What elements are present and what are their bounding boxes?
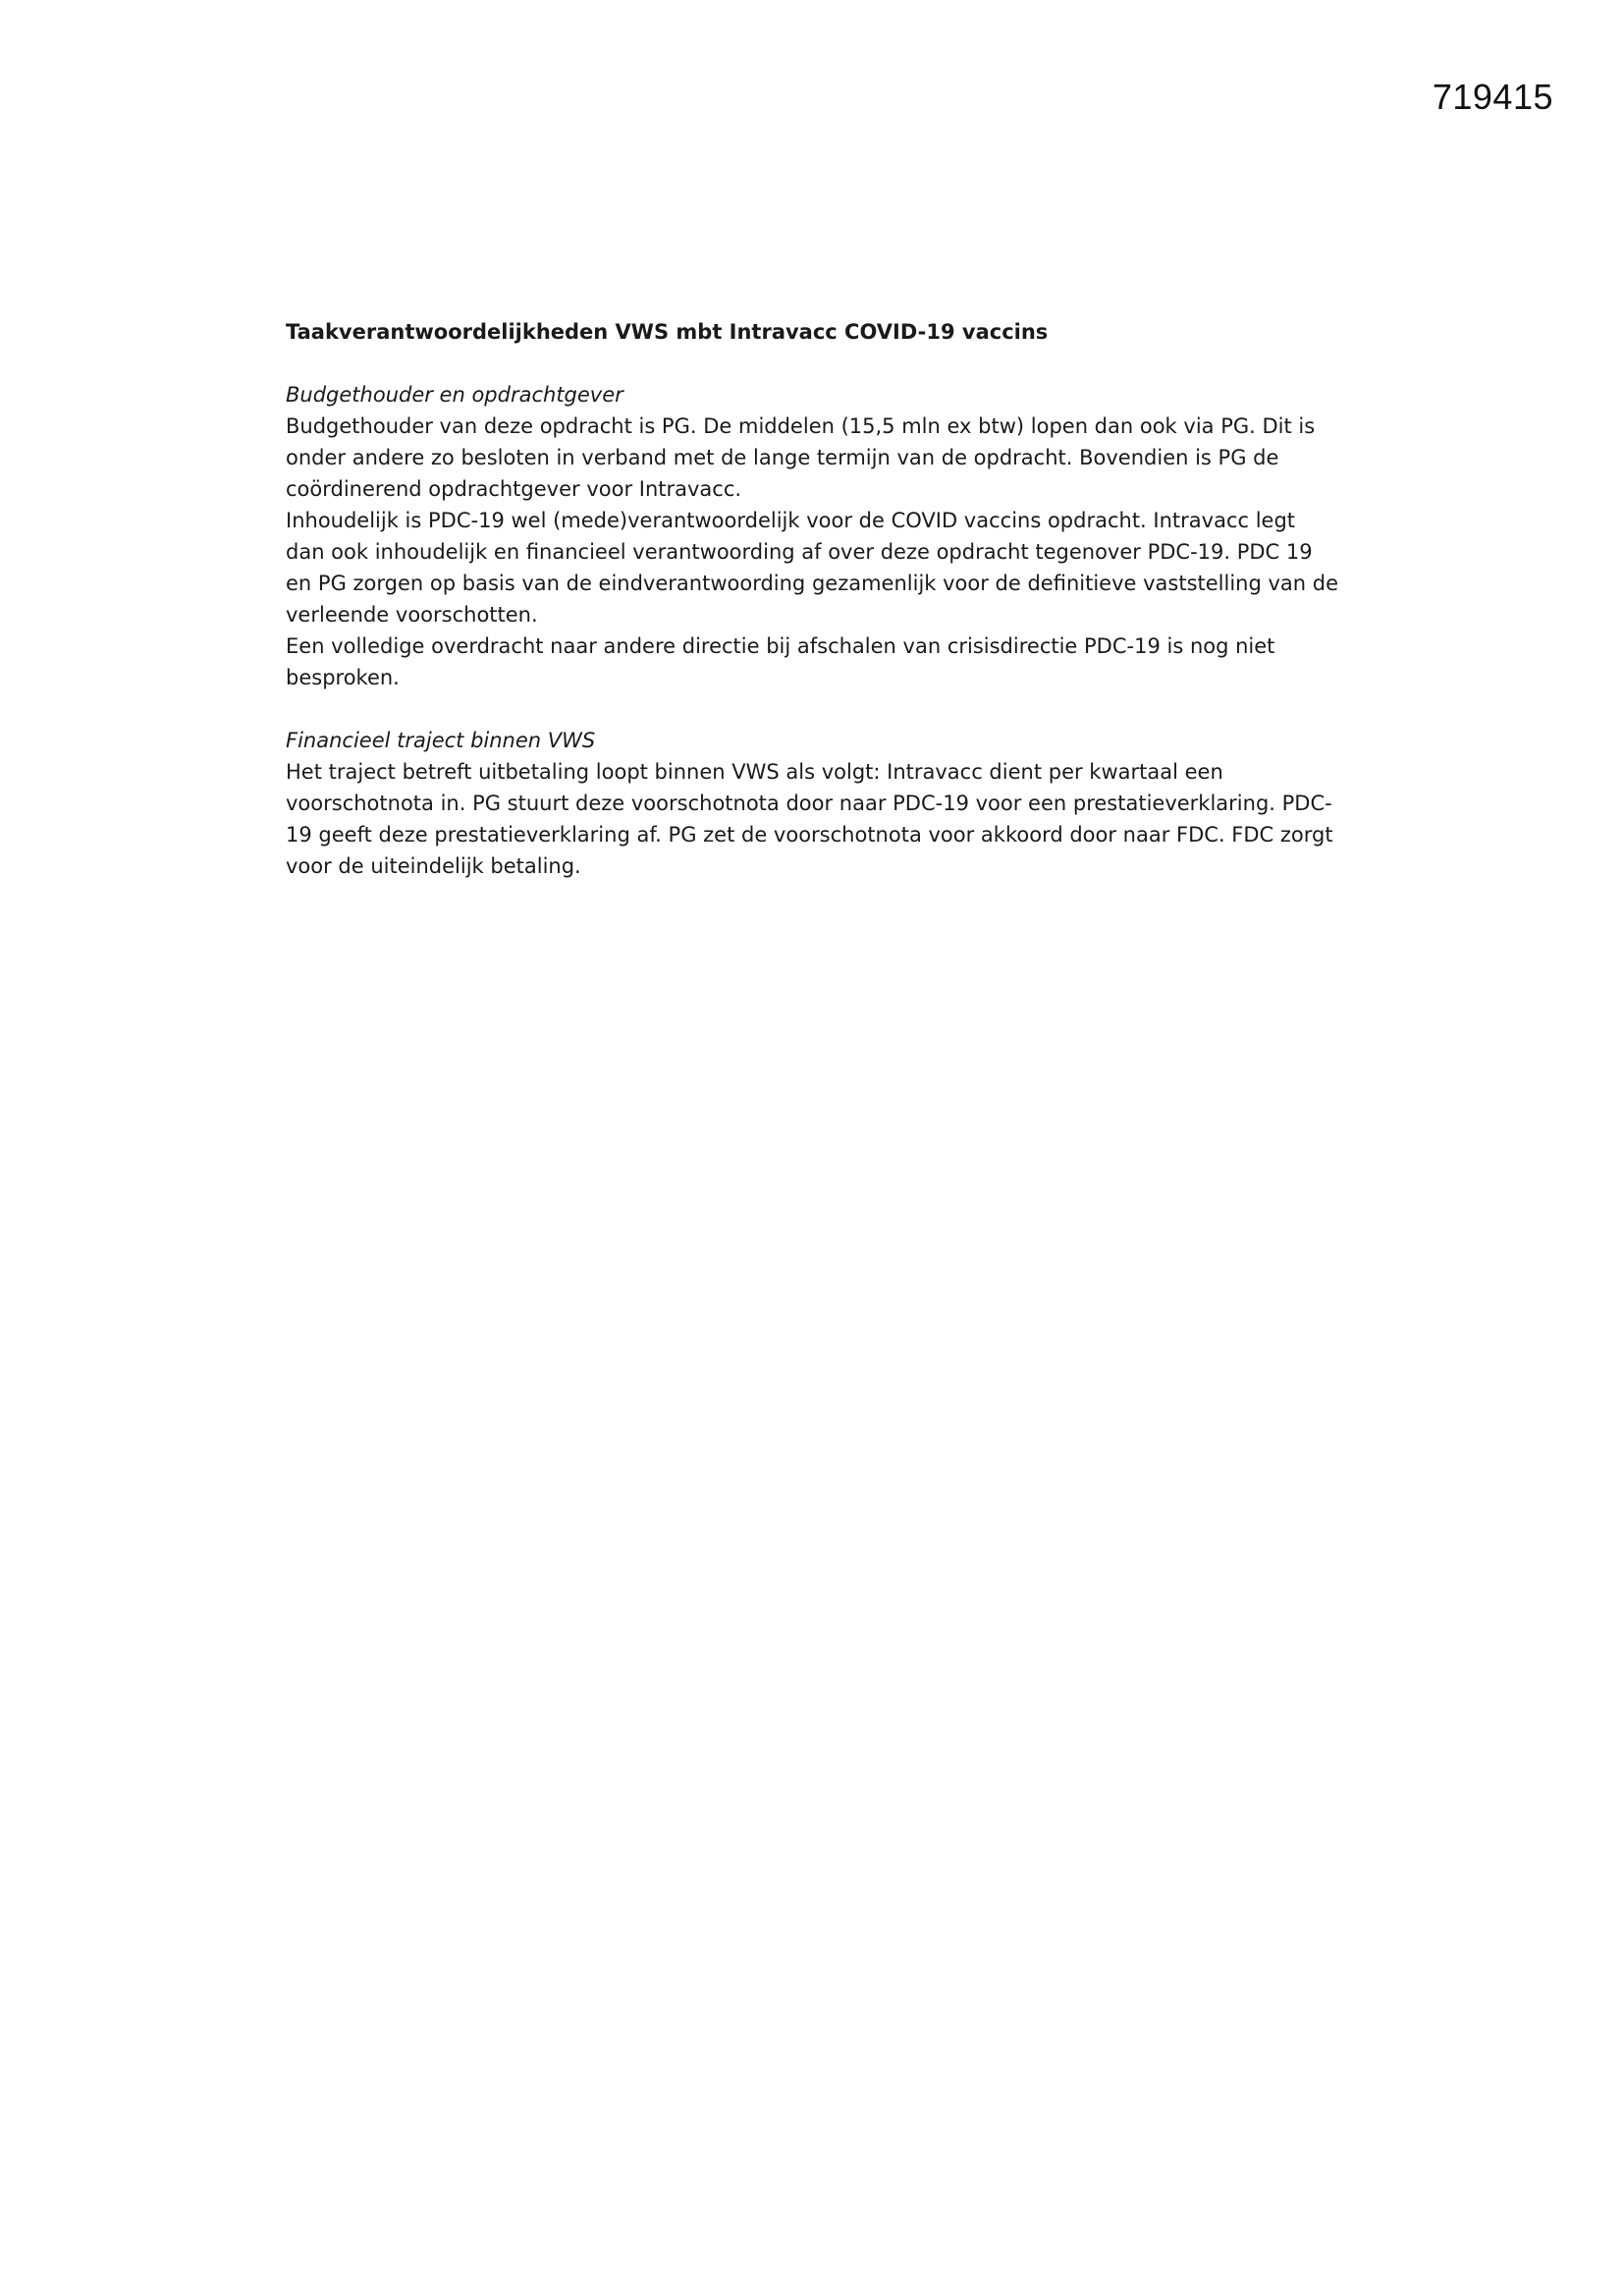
- document-body: [286, 316, 1366, 913]
- document-number: 719415: [1432, 77, 1553, 117]
- section-financieel-traject: [286, 725, 1366, 882]
- section-budgethouder: [286, 379, 1366, 693]
- paragraph: Inhoudelijk is PDC-19 wel (mede)verantwoordelijk voor de COVID vaccins opdracht. Intravacc legt dan ook inhoudelijk en financieel verantwoording af over deze opdracht tegenover PDC-19. PDC 19 en PG zorgen op basis van de eindverantwoording gezamenlijk voor de definitieve vaststelling van de verleende voorschotten.: [286, 509, 1339, 627]
- paragraph: Het traject betreft uitbetaling loopt binnen VWS als volgt: Intravacc dient per kwartaal een voorschotnota in. PG stuurt deze voorschotnota door naar PDC-19 voor een prestatieverklaring. PDC- 19 geeft deze prestatieverklaring af. PG zet de voorschotnota voor akkoord door naar FDC. FDC zorgt voor de uiteindelijk betaling.: [286, 760, 1333, 878]
- section-heading: Financieel traject binnen VWS: [286, 729, 596, 752]
- section-heading: Budgethouder en opdrachtgever: [286, 383, 623, 407]
- document-title: Taakverantwoordelijkheden VWS mbt Intravacc COVID-19 vaccins: [286, 320, 1049, 344]
- paragraph: Budgethouder van deze opdracht is PG. De middelen (15,5 mln ex btw) lopen dan ook via PG. Dit is onder andere zo besloten in verband met de lange termijn van de opdracht. Bovendien is PG de coördinerend opdrachtgever voor Intravacc.: [286, 414, 1316, 501]
- paragraph: Een volledige overdracht naar andere directie bij afschalen van crisisdirectie PDC-19 is nog niet besproken.: [286, 634, 1275, 689]
